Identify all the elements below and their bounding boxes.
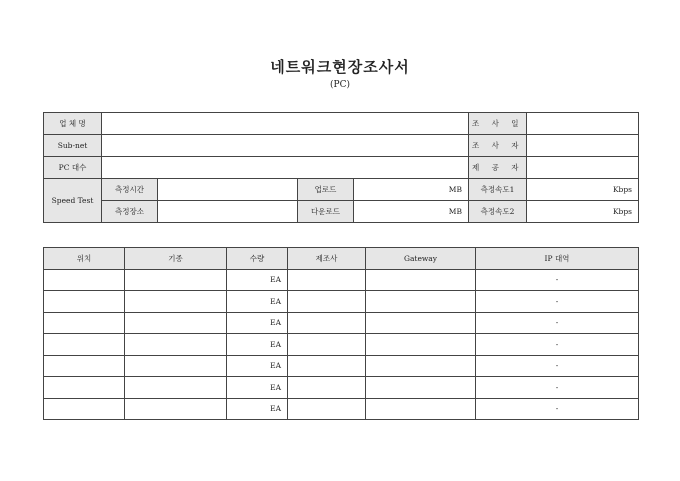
header-model: 기종 (125, 248, 227, 270)
maker-cell[interactable] (288, 377, 366, 399)
ip-range-cell[interactable]: - (476, 312, 639, 334)
measure-place-value-cell[interactable] (158, 201, 298, 223)
qty-cell[interactable]: EA (227, 334, 288, 356)
maker-cell[interactable] (288, 355, 366, 377)
location-cell[interactable] (44, 398, 125, 420)
gateway-cell[interactable] (366, 377, 476, 399)
header-qty: 수량 (227, 248, 288, 270)
qty-cell[interactable]: EA (227, 269, 288, 291)
location-cell[interactable] (44, 269, 125, 291)
measure-time-label: 측정시간 (102, 179, 158, 201)
ip-range-cell[interactable]: - (476, 269, 639, 291)
speed2-unit[interactable]: Kbps (527, 201, 639, 223)
header-gateway: Gateway (366, 248, 476, 270)
ip-range-cell[interactable]: - (476, 334, 639, 356)
maker-cell[interactable] (288, 291, 366, 313)
model-cell[interactable] (125, 334, 227, 356)
header-ip-range: IP 대역 (476, 248, 639, 270)
table-row (44, 398, 639, 420)
model-cell[interactable] (125, 398, 227, 420)
pc-count-value-cell[interactable] (102, 157, 469, 179)
header-maker: 제조사 (288, 248, 366, 270)
provider-label: 제 공 자 (469, 157, 527, 179)
table-row (44, 377, 639, 399)
upload-label: 업로드 (298, 179, 354, 201)
location-cell[interactable] (44, 291, 125, 313)
device-table-header (44, 248, 639, 270)
info-row-subnet (44, 135, 639, 157)
ip-range-cell[interactable]: - (476, 377, 639, 399)
download-label: 다운로드 (298, 201, 354, 223)
company-value-cell[interactable] (102, 113, 469, 135)
device-table-body (44, 269, 639, 420)
info-table (43, 112, 639, 223)
speed-test-label: Speed Test (44, 179, 102, 223)
location-cell[interactable] (44, 334, 125, 356)
provider-value-cell[interactable] (527, 157, 639, 179)
survey-date-value-cell[interactable] (527, 113, 639, 135)
info-row-pc-count (44, 157, 639, 179)
maker-cell[interactable] (288, 269, 366, 291)
gateway-cell[interactable] (366, 269, 476, 291)
table-row (44, 291, 639, 313)
location-cell[interactable] (44, 377, 125, 399)
pc-count-label: PC 대수 (44, 157, 102, 179)
model-cell[interactable] (125, 291, 227, 313)
speed1-unit[interactable]: Kbps (527, 179, 639, 201)
location-cell[interactable] (44, 312, 125, 334)
location-cell[interactable] (44, 355, 125, 377)
maker-cell[interactable] (288, 312, 366, 334)
info-row-company (44, 113, 639, 135)
qty-cell[interactable]: EA (227, 377, 288, 399)
device-table (43, 247, 639, 420)
qty-cell[interactable]: EA (227, 291, 288, 313)
table-row (44, 312, 639, 334)
model-cell[interactable] (125, 377, 227, 399)
ip-range-cell[interactable]: - (476, 355, 639, 377)
gateway-cell[interactable] (366, 334, 476, 356)
ip-range-cell[interactable]: - (476, 291, 639, 313)
model-cell[interactable] (125, 312, 227, 334)
qty-cell[interactable]: EA (227, 355, 288, 377)
gateway-cell[interactable] (366, 312, 476, 334)
info-row-speed-2 (44, 201, 639, 223)
surveyor-value-cell[interactable] (527, 135, 639, 157)
company-label: 업 체 명 (44, 113, 102, 135)
qty-cell[interactable]: EA (227, 312, 288, 334)
gateway-cell[interactable] (366, 291, 476, 313)
download-unit[interactable]: MB (354, 201, 469, 223)
measure-place-label: 측정장소 (102, 201, 158, 223)
gateway-cell[interactable] (366, 398, 476, 420)
document-subtitle: (PC) (330, 80, 350, 90)
upload-unit[interactable]: MB (354, 179, 469, 201)
info-row-speed-1 (44, 179, 639, 201)
table-row (44, 355, 639, 377)
speed1-label: 측정속도1 (469, 179, 527, 201)
maker-cell[interactable] (288, 398, 366, 420)
table-row (44, 334, 639, 356)
speed2-label: 측정속도2 (469, 201, 527, 223)
subnet-value-cell[interactable] (102, 135, 469, 157)
qty-cell[interactable]: EA (227, 398, 288, 420)
measure-time-value-cell[interactable] (158, 179, 298, 201)
document-title: 네트워크현장조사서 (270, 58, 410, 76)
ip-range-cell[interactable]: - (476, 398, 639, 420)
model-cell[interactable] (125, 269, 227, 291)
subnet-label: Sub-net (44, 135, 102, 157)
header-location: 위치 (44, 248, 125, 270)
maker-cell[interactable] (288, 334, 366, 356)
survey-date-label: 조 사 일 (469, 113, 527, 135)
model-cell[interactable] (125, 355, 227, 377)
surveyor-label: 조 사 자 (469, 135, 527, 157)
gateway-cell[interactable] (366, 355, 476, 377)
table-row (44, 269, 639, 291)
